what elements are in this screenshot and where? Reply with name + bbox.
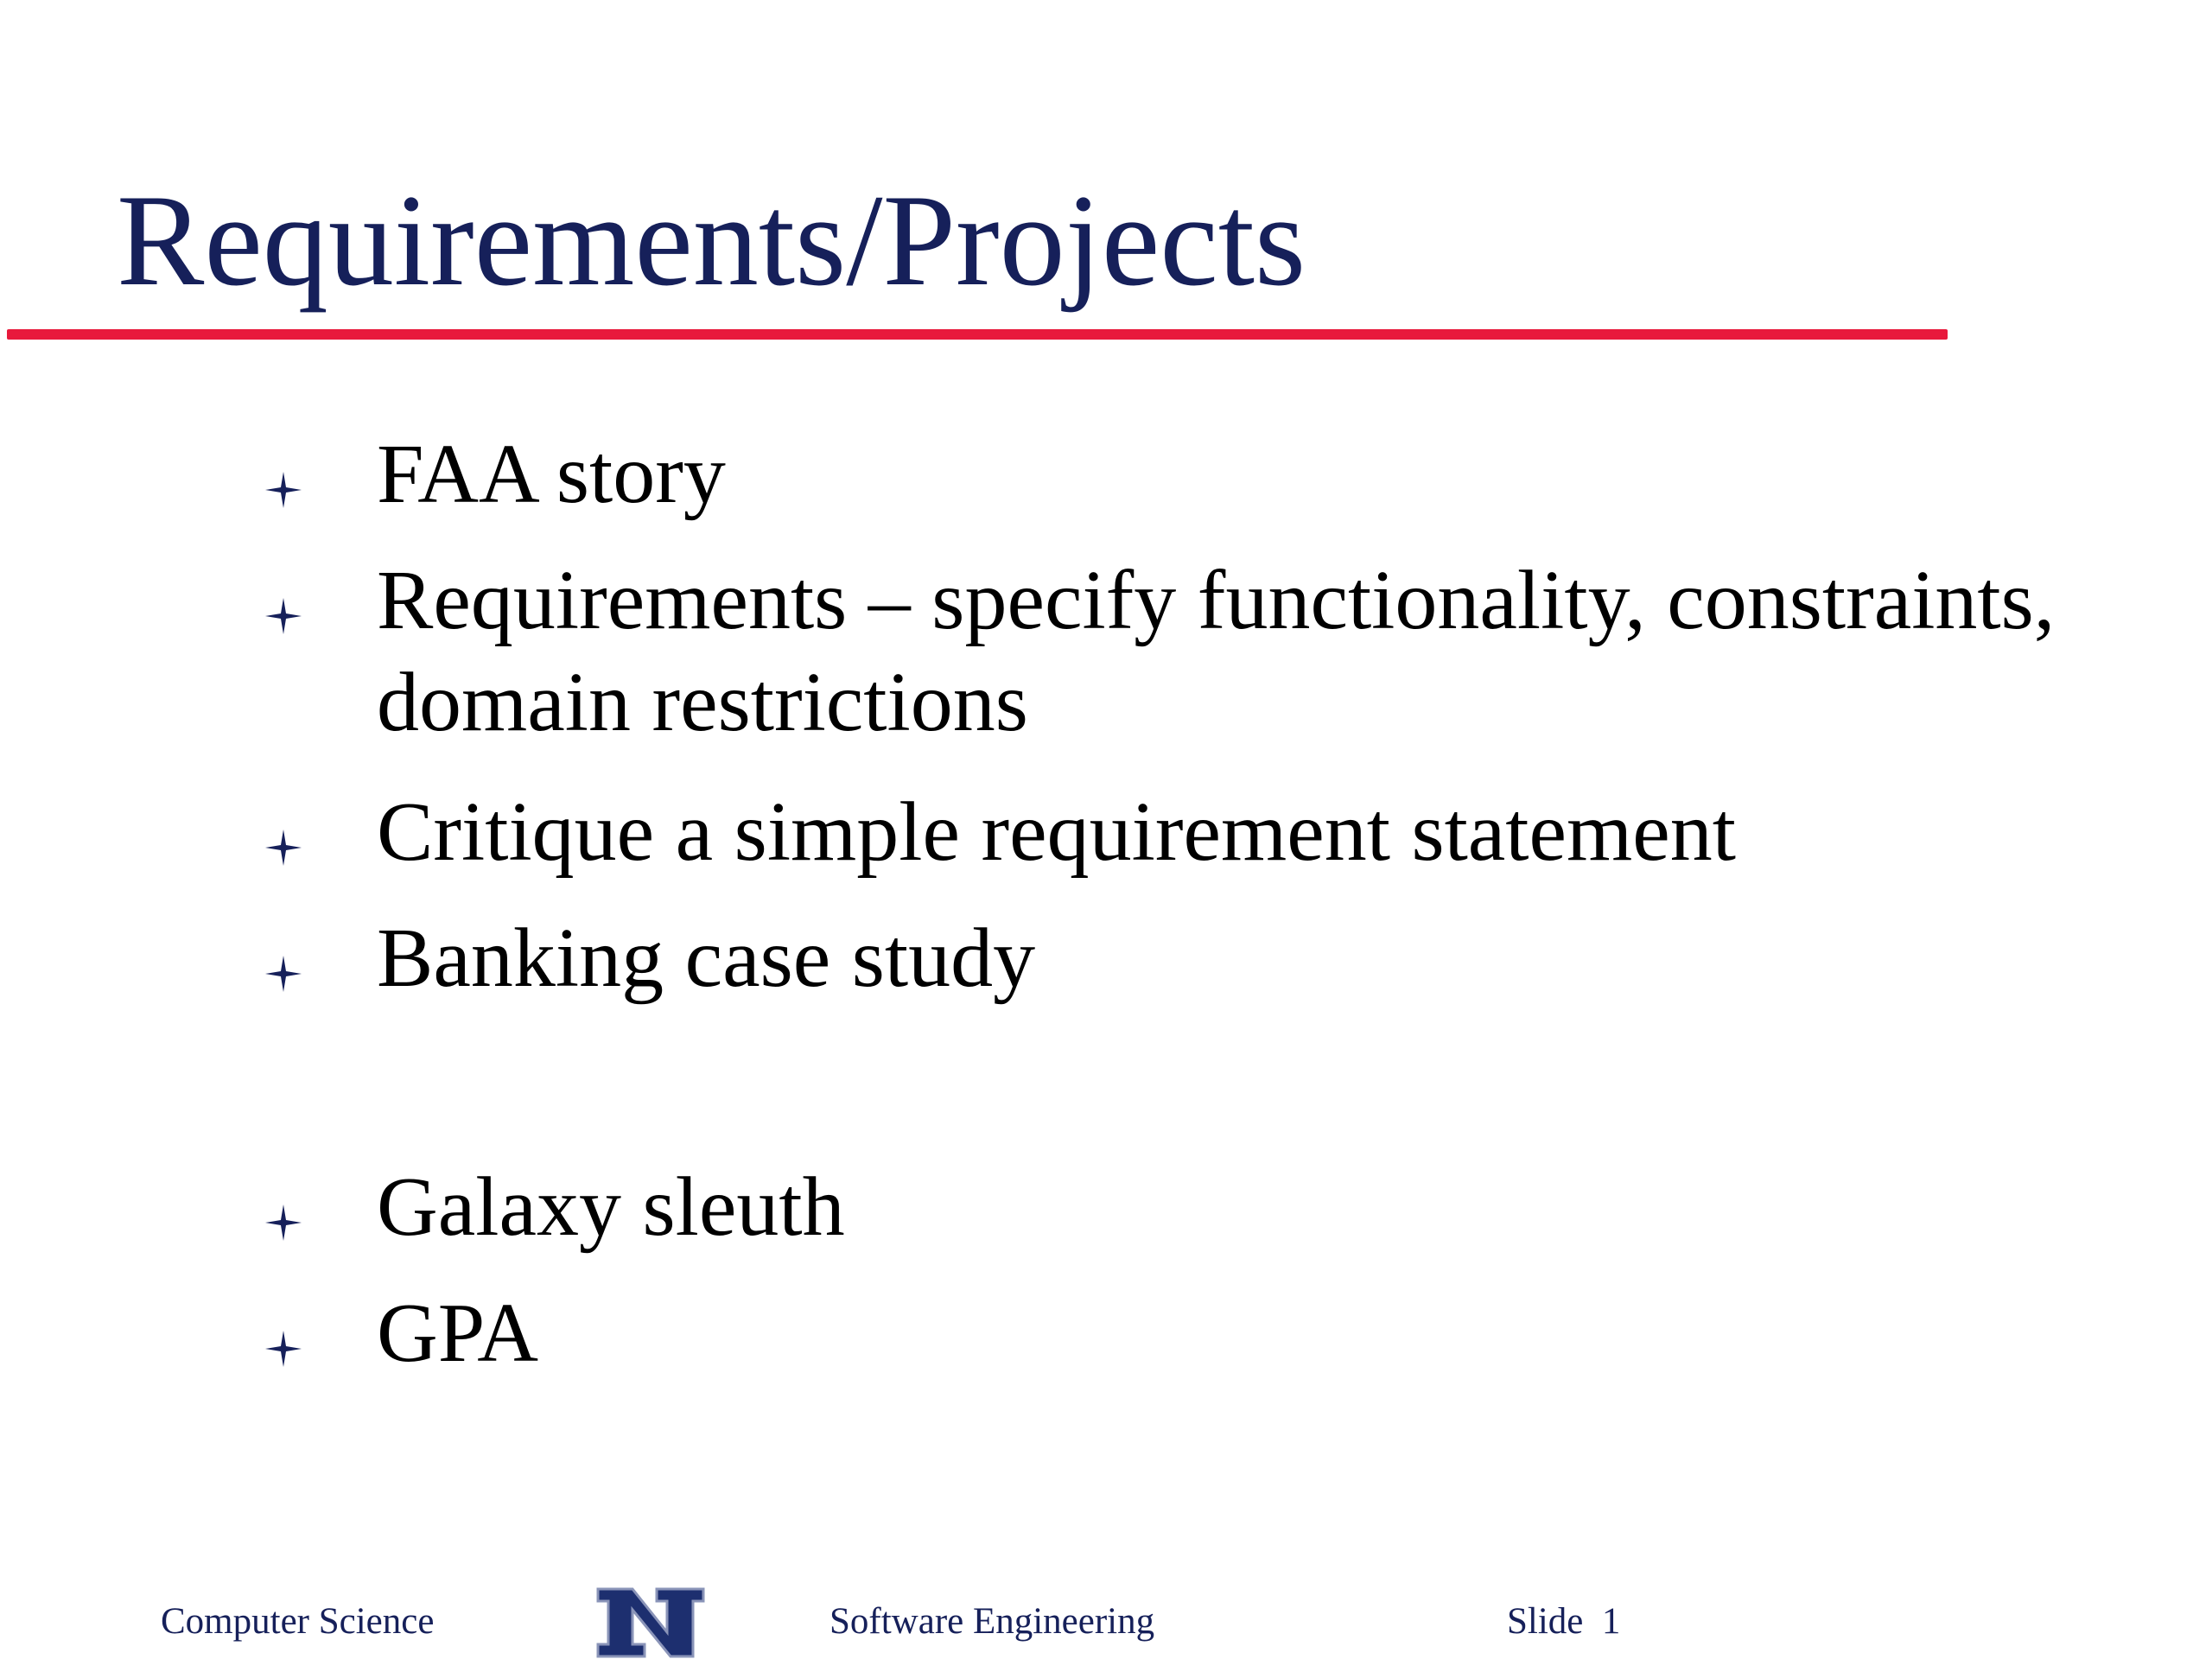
slide-label: Slide: [1507, 1601, 1584, 1642]
footer-slide-number: [1507, 1600, 1620, 1643]
four-point-star-icon: [264, 470, 303, 510]
bullet-text-line-2: domain restrictions: [377, 656, 1028, 749]
bullet-text-line-1: Requirements – specify functionality, constraints,: [377, 554, 2056, 647]
title-underline: [7, 329, 1948, 340]
nevada-n-logo: [594, 1584, 709, 1659]
four-point-star-icon: [264, 596, 303, 636]
bullet-text: GPA: [377, 1287, 539, 1380]
footer-course: Software Engineering: [830, 1601, 1155, 1642]
four-point-star-icon: [264, 828, 303, 868]
bullet-text: Critique a simple requirement statement: [377, 785, 1736, 879]
four-point-star-icon: [264, 954, 303, 994]
bullet-text: Banking case study: [377, 912, 1036, 1005]
bullet-text: Galaxy sleuth: [377, 1160, 845, 1254]
four-point-star-icon: [264, 1329, 303, 1369]
footer-department: Computer Science: [161, 1601, 435, 1642]
four-point-star-icon: [264, 1203, 303, 1243]
slide-title: Requirements/Projects: [117, 168, 1306, 313]
bullet-text: FAA story: [377, 428, 726, 521]
logo-text: NEVADA: [696, 1605, 706, 1645]
slide-number: 1: [1601, 1601, 1621, 1642]
